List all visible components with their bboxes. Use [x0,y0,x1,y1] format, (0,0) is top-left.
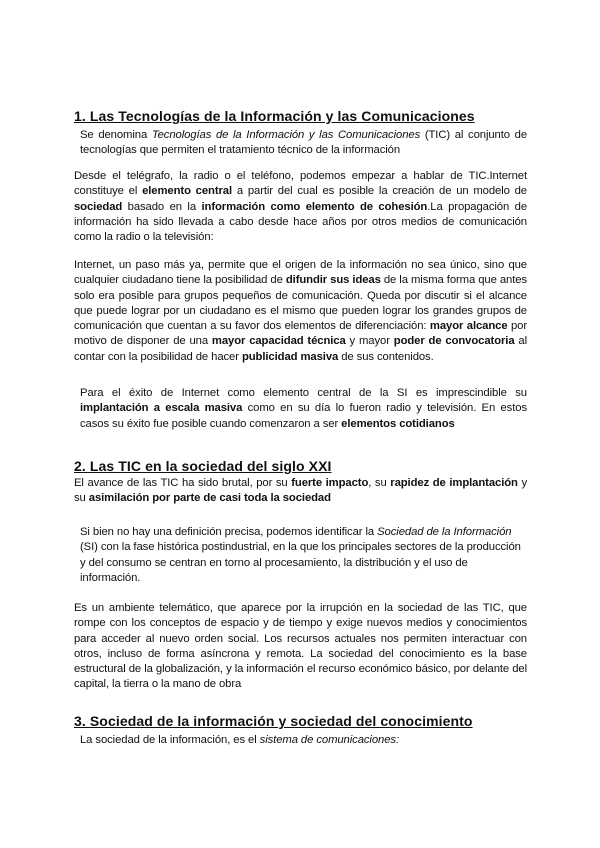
paragraph: Internet, un paso más ya, permite que el origen de la información no sea único, sino que cualquier ciudadano tiene la posibilidad de difundir sus ideas de la misma forma que antes solo era posible para grupos pequeños de comunicación. Queda por discutir si el alcance que puede lograr por un ciudadano es el mismo que pueden lograr los grandes grupos de comunicación que cuentan a su favor dos elementos de diferenciación: mayor alcance por motivo de disponer de una mayor capacidad técnica y mayor poder de convocatoria al contar con la posibilidad de hacer publicidad masiva de sus contenidos. [74,259,528,363]
paragraph: Es un ambiente telemático, que aparece por la irrupción en la sociedad de las TIC, que rompe con los conceptos de espacio y de tiempo y exige nuevos medios y conocimientos para acceder al nuevo orden social. Los recursos actuales nos permiten interactuar con otros, incluso de forma asíncrona y remota. La sociedad del conocimiento es la base estructural de la globalización, y la información el recurso económico básico, por delante del capital, la tierra o la mano de obra [74,602,527,691]
paragraph: Para el éxito de Internet como elemento central de la SI es imprescindible su implantación a escala masiva como en su día lo fueron radio y televisión. En estos casos su éxito fue posible cuando comenzaron a ser elementos cotidianos [80,387,527,430]
paragraph: La sociedad de la información, es el sistema de comunicaciones: [80,734,399,746]
paragraph: Si bien no hay una definición precisa, podemos identificar la Sociedad de la Información (SI) con la fase histórica postindustrial, en la que los principales sectores de la producción y del consumo se centran en torno al procesamiento, la distribución y el uso de información. [80,526,521,584]
paragraph: Desde el telégrafo, la radio o el teléfono, podemos empezar a hablar de TIC.Internet constituye el elemento central a partir del cual es posible la creación de un modelo de sociedad basado en la información como elemento de cohesión.La propagación de información ha sido llevada a cabo desde hace años por otros medios de comunicación como la radio o la televisión: [74,170,528,244]
paragraph: Se denomina Tecnologías de la Información y las Comunicaciones (TIC) al conjunto de tecnologías que permiten el tratamiento técnico de la información [80,129,528,157]
section-3-heading: 3. Sociedad de la información y sociedad del conocimiento [74,713,473,729]
section-2-heading: 2. Las TIC en la sociedad del siglo XXI [74,458,332,474]
section-1-heading: 1. Las Tecnologías de la Información y las Comunicaciones [74,108,475,124]
paragraph: El avance de las TIC ha sido brutal, por su fuerte impacto, su rapidez de implantación y su asimilación por parte de casi toda la sociedad [74,477,528,505]
